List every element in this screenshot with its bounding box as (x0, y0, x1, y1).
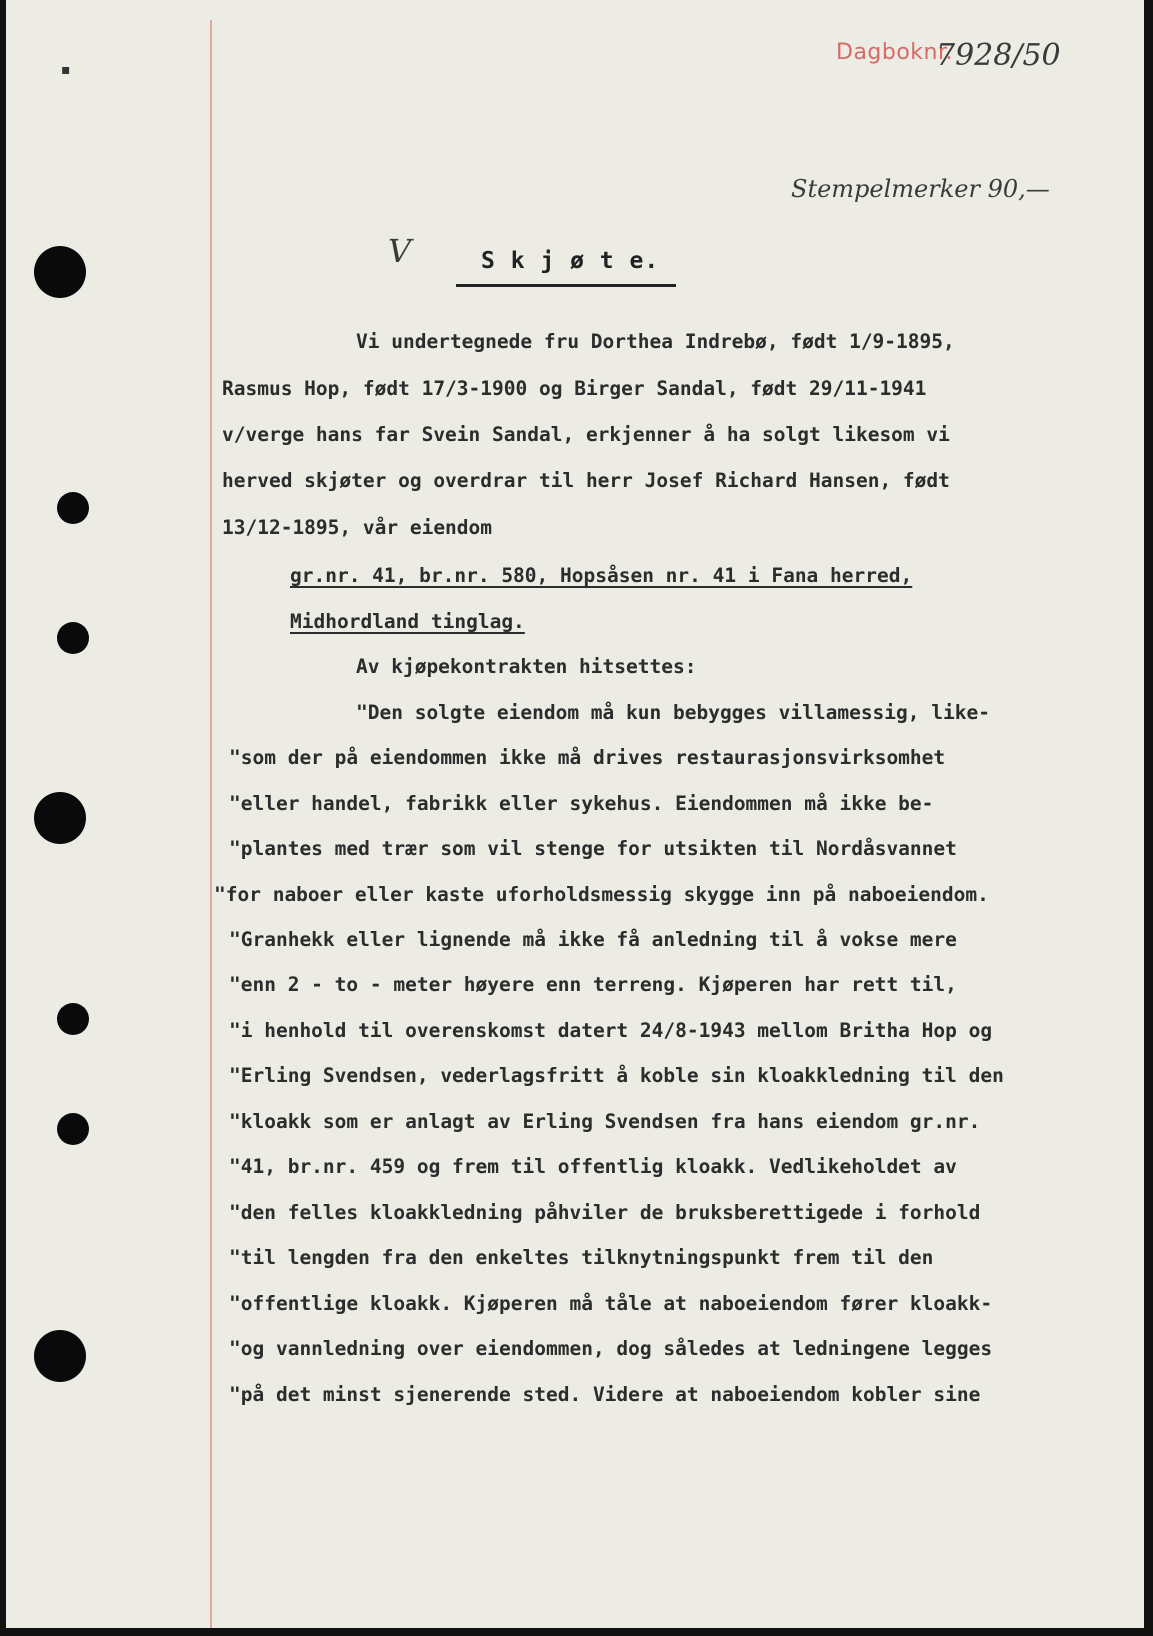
text-line: "for naboer eller kaste uforholdsmessig skygge inn på naboeiendom. (214, 883, 989, 906)
punch-hole-2 (57, 492, 89, 524)
text-line: "enn 2 - to - meter høyere enn terreng. Kjøperen har rett til, (229, 973, 957, 996)
text-line: "Granhekk eller lignende må ikke få anledning til å vokse mere (229, 928, 957, 951)
text-line: "i henhold til overenskomst datert 24/8-1943 mellom Britha Hop og (229, 1019, 993, 1042)
margin-rule (210, 20, 212, 1628)
text-line: Av kjøpekontrakten hitsettes: (356, 655, 697, 678)
text-line: "og vannledning over eiendommen, dog således at ledningene legges (229, 1337, 993, 1360)
punch-hole-7 (34, 1330, 86, 1382)
punch-hole-3 (57, 622, 89, 654)
property-line: gr.nr. 41, br.nr. 580, Hopsåsen nr. 41 i Fana herred, (290, 564, 913, 587)
text-line: Vi undertegnede fru Dorthea Indrebø, født 1/9-1895, (356, 330, 955, 353)
punch-hole-5 (57, 1003, 89, 1035)
text-line: "offentlige kloakk. Kjøperen må tåle at naboeiendom fører kloakk- (229, 1292, 993, 1315)
text-line: "Den solgte eiendom må kun bebygges villamessig, like- (356, 701, 990, 724)
title-underline (456, 284, 676, 287)
document-title: S k j ø t e. (481, 248, 660, 274)
text-line: "som der på eiendommen ikke må drives restaurasjonsvirksomhet (229, 746, 946, 769)
text-line: "kloakk som er anlagt av Erling Svendsen fra hans eiendom gr.nr. (229, 1110, 981, 1133)
text-line: "41, br.nr. 459 og frem til offentlig kloakk. Vedlikeholdet av (229, 1155, 957, 1178)
dagbok-number: 7928/50 (936, 38, 1061, 73)
dagbok-label: Dagboknr. (836, 40, 954, 65)
stamp-note: Stempelmerker 90,— (791, 175, 1050, 203)
text-line: v/verge hans far Svein Sandal, erkjenner å ha solgt likesom vi (222, 423, 950, 446)
text-line: "på det minst sjenerende sted. Videre at naboeiendom kobler sine (229, 1383, 981, 1406)
property-line: Midhordland tinglag. (290, 610, 525, 633)
text-line: "den felles kloakkledning påhviler de bruksberettigede i forhold (229, 1201, 981, 1224)
text-line: Rasmus Hop, født 17/3-1900 og Birger Sandal, født 29/11-1941 (222, 377, 927, 400)
text-line: "til lengden fra den enkeltes tilknytningspunkt frem til den (229, 1246, 934, 1269)
punch-hole-6 (57, 1113, 89, 1145)
document-page (6, 0, 1144, 1628)
check-mark: V (388, 232, 412, 270)
text-line: 13/12-1895, vår eiendom (222, 516, 493, 539)
corner-mark: ▪ (61, 62, 71, 78)
text-line: "Erling Svendsen, vederlagsfritt å koble sin kloakkledning til den (229, 1064, 1004, 1087)
punch-hole-1 (34, 246, 86, 298)
text-line: herved skjøter og overdrar til herr Josef Richard Hansen, født (222, 469, 950, 492)
text-line: "plantes med trær som vil stenge for utsikten til Nordåsvannet (229, 837, 957, 860)
text-line: "eller handel, fabrikk eller sykehus. Eiendommen må ikke be- (229, 792, 934, 815)
punch-hole-4 (34, 792, 86, 844)
